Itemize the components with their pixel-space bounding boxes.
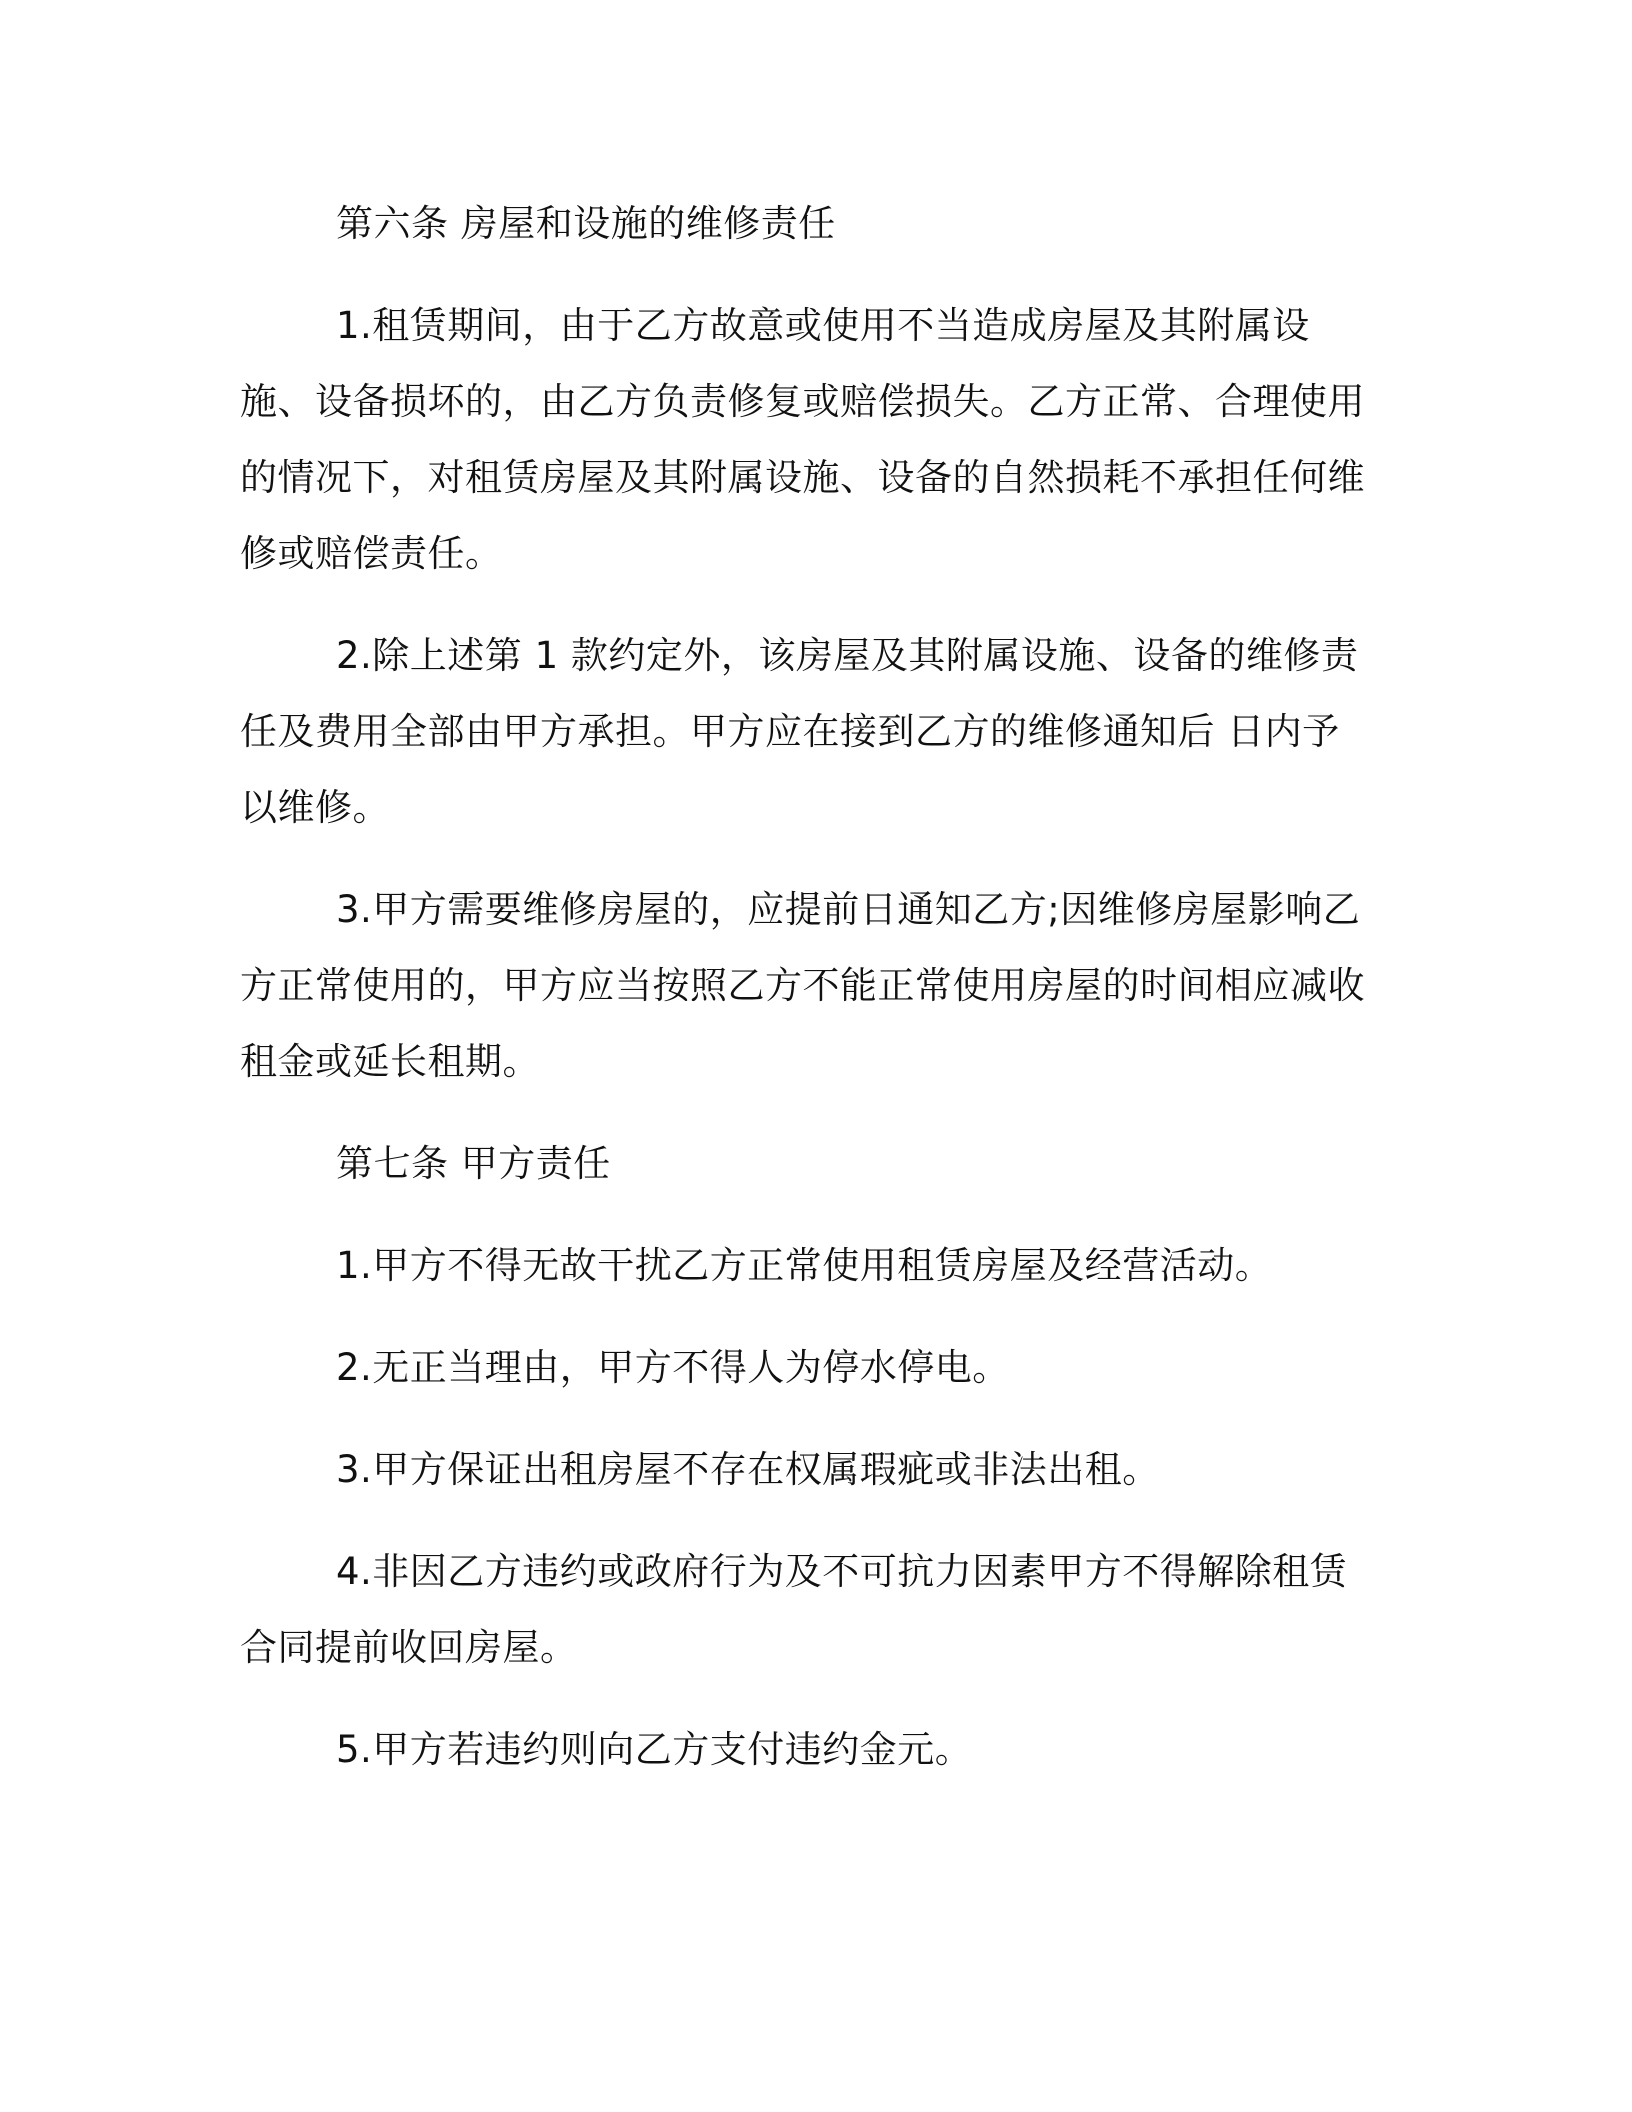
section-7-item-1: 1.甲方不得无故干扰乙方正常使用租赁房屋及经营活动。	[336, 1244, 1273, 1287]
section-6-item-2: 2.除上述第 1 款约定外，该房屋及其附属设施、设备的维修责任及费用全部由甲方承担。甲方应在接到乙方的维修通知后 日内予以维修。	[240, 634, 1359, 829]
section-7-item-2: 2.无正当理由，甲方不得人为停水停电。	[336, 1346, 1010, 1389]
section-7-item-5: 5.甲方若违约则向乙方支付违约金元。	[336, 1728, 973, 1771]
section-6-item-1: 1.租赁期间，由于乙方故意或使用不当造成房屋及其附属设施、设备损坏的，由乙方负责修复或赔偿损失。乙方正常、合理使用的情况下，对租赁房屋及其附属设施、设备的自然损耗不承担任何维修或赔偿责任。	[240, 304, 1365, 575]
section-7-item-4: 4.非因乙方违约或政府行为及不可抗力因素甲方不得解除租赁合同提前收回房屋。	[240, 1550, 1348, 1669]
section-6-heading: 第六条 房屋和设施的维修责任	[336, 202, 836, 245]
section-7-item-3: 3.甲方保证出租房屋不存在权属瑕疵或非法出租。	[336, 1448, 1160, 1491]
section-7-heading: 第七条 甲方责任	[336, 1142, 611, 1185]
document-body	[240, 186, 1370, 1814]
section-6-item-3: 3.甲方需要维修房屋的，应提前日通知乙方;因维修房屋影响乙方正常使用的，甲方应当按照乙方不能正常使用房屋的时间相应减收租金或延长租期。	[240, 888, 1365, 1083]
